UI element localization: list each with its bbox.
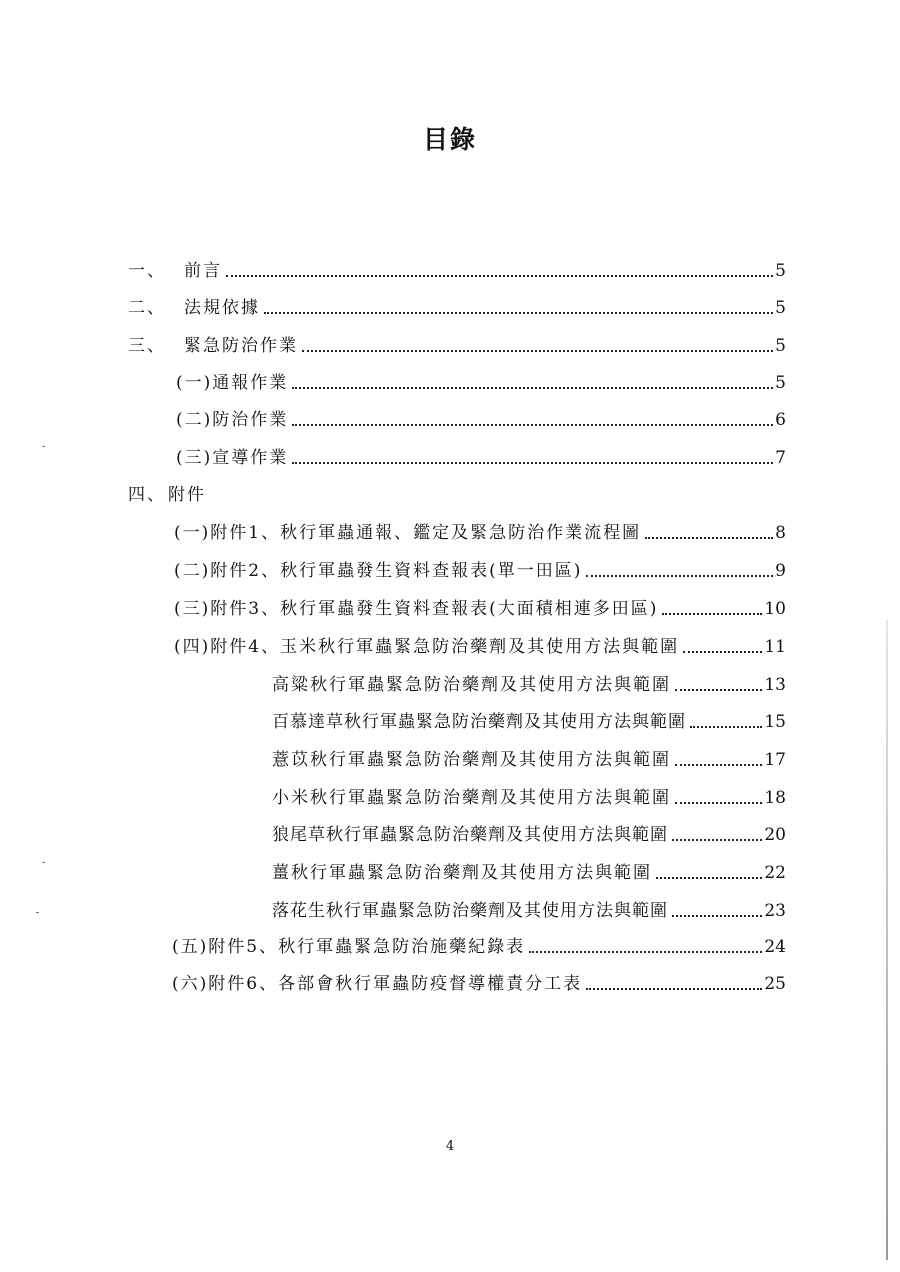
toc-entry-emergency-control[interactable] [128, 331, 786, 357]
toc-entry-appendix-4-corn[interactable] [174, 632, 786, 658]
dot-leader [683, 651, 762, 653]
page-title: 目錄 [422, 125, 477, 154]
dot-leader [292, 424, 773, 426]
toc-entry-label: 薏苡秋行軍蟲緊急防治藥劑及其使用方法與範圍 [272, 750, 671, 770]
toc-entry-label: (一)附件1、秋行軍蟲通報、鑑定及緊急防治作業流程圖 [174, 523, 642, 543]
scan-speck [36, 912, 39, 913]
toc-entry-preface[interactable] [128, 256, 786, 282]
toc-entry-label: 狼尾草秋行軍蟲緊急防治藥劑及其使用方法與範圍 [272, 825, 668, 845]
toc-entry-page: 15 [764, 712, 786, 732]
dot-leader [675, 802, 762, 804]
toc-entry-page: 11 [764, 637, 786, 657]
dot-leader [302, 350, 773, 352]
toc-section-appendices [128, 480, 786, 506]
toc-entry-page: 8 [775, 523, 786, 543]
toc-entry-label: 薑秋行軍蟲緊急防治藥劑及其使用方法與範圍 [272, 863, 652, 883]
toc-entry-promotion[interactable] [176, 443, 786, 469]
toc-entry-page: 25 [764, 974, 786, 994]
toc-entry-page: 10 [764, 599, 786, 619]
dot-leader [292, 387, 773, 389]
toc-entry-number: 三、 [128, 336, 166, 356]
dot-leader [586, 988, 762, 990]
dot-leader [264, 312, 773, 314]
dot-leader [529, 951, 762, 953]
toc-entry-jobs-tears[interactable] [272, 745, 786, 771]
toc-entry-label: (四)附件4、玉米秋行軍蟲緊急防治藥劑及其使用方法與範圍 [174, 637, 680, 657]
dot-leader [656, 877, 762, 879]
toc-entry-regulations[interactable] [128, 293, 786, 319]
toc-entry-label: 前言 [184, 261, 222, 281]
toc-entry-page: 7 [775, 448, 786, 468]
toc-entry-page: 13 [764, 675, 786, 695]
toc-entry-pennisetum[interactable] [272, 820, 786, 846]
toc-entry-label: 百慕達草秋行軍蟲緊急防治藥劑及其使用方法與範圍 [272, 712, 686, 732]
toc-entry-appendix-1[interactable] [174, 518, 786, 544]
toc-entry-number: 四、 [128, 485, 166, 505]
toc-entry-page: 5 [775, 336, 786, 356]
toc-entry-page: 5 [775, 298, 786, 318]
toc-entry-peanut[interactable] [272, 896, 786, 922]
toc-entry-label: (六)附件6、各部會秋行軍蟲防疫督導權責分工表 [172, 974, 583, 994]
toc-entry-reporting[interactable] [176, 368, 786, 394]
toc-entry-page: 17 [764, 750, 786, 770]
toc-entry-label: (二)附件2、秋行軍蟲發生資料查報表(單一田區) [174, 561, 583, 581]
toc-entry-label: (五)附件5、秋行軍蟲緊急防治施藥紀錄表 [172, 937, 526, 957]
page-number: 4 [445, 1139, 455, 1154]
toc-entry-sorghum[interactable] [272, 670, 786, 696]
toc-entry-label: (一)通報作業 [176, 373, 289, 393]
toc-entry-appendix-6[interactable] [172, 969, 786, 995]
scan-speck [42, 862, 45, 863]
toc-entry-label: 小米秋行軍蟲緊急防治藥劑及其使用方法與範圍 [272, 788, 671, 808]
dot-leader [690, 726, 762, 728]
toc-entry-page: 22 [764, 863, 786, 883]
toc-entry-page: 23 [764, 901, 786, 921]
toc-entry-label: 高粱秋行軍蟲緊急防治藥劑及其使用方法與範圍 [272, 675, 671, 695]
toc-entry-control-operations[interactable] [176, 405, 786, 431]
toc-entry-page: 6 [775, 410, 786, 430]
toc-entry-bermudagrass[interactable] [272, 707, 786, 733]
scan-speck [42, 446, 45, 447]
dot-leader [292, 462, 773, 464]
toc-entry-number: 一、 [128, 261, 166, 281]
toc-entry-millet[interactable] [272, 783, 786, 809]
toc-entry-page: 5 [775, 373, 786, 393]
dot-leader [662, 613, 762, 615]
dot-leader [672, 839, 762, 841]
toc-entry-page: 20 [764, 825, 786, 845]
toc-entry-label: 附件 [168, 485, 206, 505]
toc-entry-label: 法規依據 [184, 298, 260, 318]
toc-entry-label: (三)宣導作業 [176, 448, 289, 468]
toc-entry-appendix-2[interactable] [174, 556, 786, 582]
toc-entry-appendix-3[interactable] [174, 594, 786, 620]
dot-leader [226, 275, 773, 277]
toc-entry-appendix-5[interactable] [172, 932, 786, 958]
scan-edge-line [886, 620, 888, 1260]
toc-entry-label: (二)防治作業 [176, 410, 289, 430]
dot-leader [675, 764, 762, 766]
toc-entry-page: 5 [775, 261, 786, 281]
toc-entry-number: 二、 [128, 298, 166, 318]
toc-entry-label: 緊急防治作業 [184, 336, 298, 356]
toc-entry-ginger[interactable] [272, 858, 786, 884]
toc-entry-label: 落花生秋行軍蟲緊急防治藥劑及其使用方法與範圍 [272, 901, 668, 921]
toc-entry-page: 24 [764, 937, 786, 957]
dot-leader [586, 575, 773, 577]
dot-leader [675, 689, 762, 691]
toc-entry-page: 18 [764, 788, 786, 808]
toc-entry-label: (三)附件3、秋行軍蟲發生資料查報表(大面積相連多田區) [174, 599, 659, 619]
dot-leader [672, 915, 762, 917]
toc-entry-page: 9 [775, 561, 786, 581]
dot-leader [645, 537, 773, 539]
